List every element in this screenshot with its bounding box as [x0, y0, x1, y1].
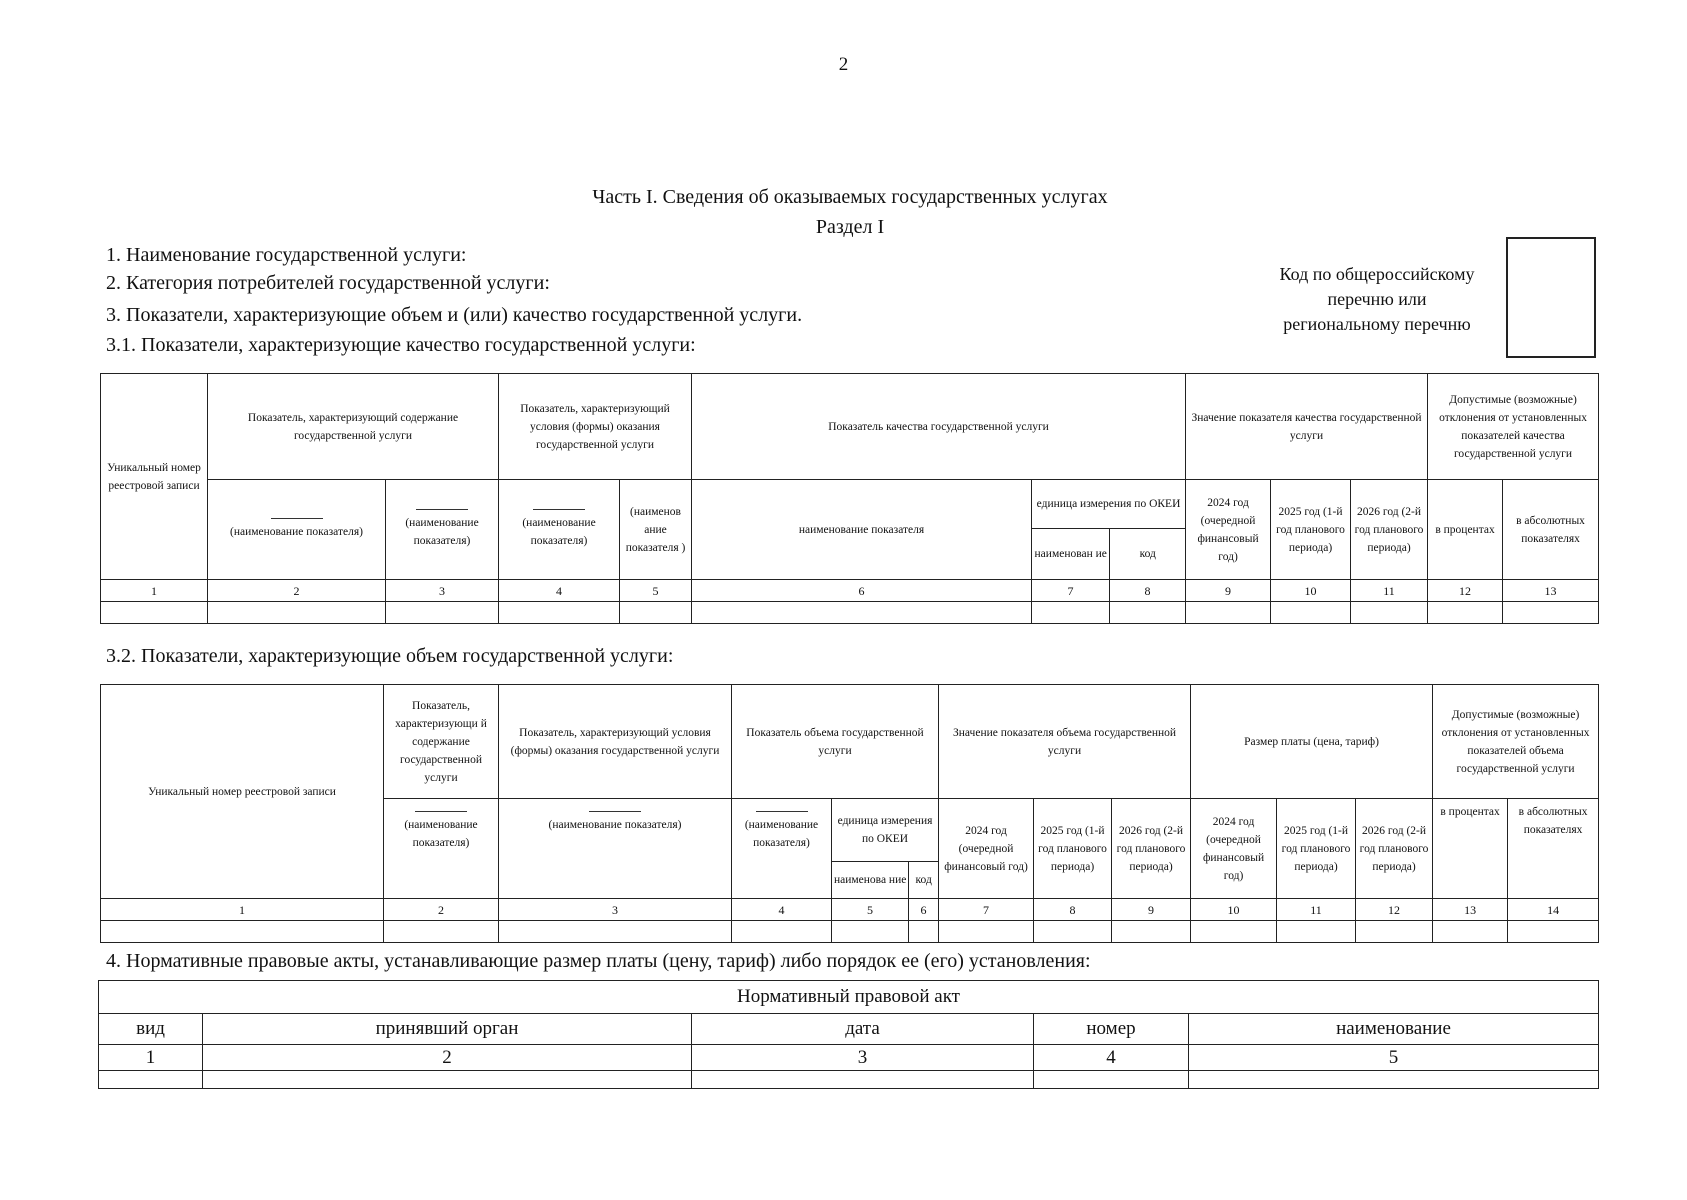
column-header: номер	[1034, 1014, 1189, 1045]
table-cell[interactable]	[1433, 921, 1508, 943]
table-cell[interactable]	[620, 602, 692, 624]
year-2025-header: 2025 год (1-й год планового периода)	[1271, 480, 1351, 580]
part-title: Часть I. Сведения об оказываемых государственных услугах	[592, 186, 1108, 208]
column-number: 11	[1351, 580, 1428, 602]
table-cell[interactable]	[909, 921, 939, 943]
item-service-name: 1. Наименование государственной услуги:	[106, 244, 467, 266]
fee-header: Размер платы (цена, тариф)	[1191, 685, 1433, 799]
column-number: 3	[386, 580, 499, 602]
indicator-name-cell: (наименование показателя)	[499, 480, 620, 580]
content-indicator-header: Показатель, характеризующий содержание государственной услуги	[208, 374, 499, 480]
column-number: 2	[203, 1045, 692, 1071]
year-2026-header: 2026 год (2-й год планового периода)	[1351, 480, 1428, 580]
table-cell[interactable]	[386, 602, 499, 624]
table-row	[101, 602, 1599, 624]
table-cell[interactable]	[499, 602, 620, 624]
year-2024-header: 2024 год (очередной финансовый год)	[1186, 480, 1271, 580]
unique-number-header: Уникальный номер реестровой записи	[101, 374, 208, 580]
quality-table	[100, 373, 1599, 624]
column-number: 4	[732, 899, 832, 921]
column-number: 8	[1034, 899, 1112, 921]
year-2026-header: 2026 год (2-й год планового периода)	[1112, 799, 1191, 899]
unit-okei-cell	[832, 799, 939, 899]
column-number: 5	[1189, 1045, 1599, 1071]
column-header: вид	[99, 1014, 203, 1045]
column-number: 4	[499, 580, 620, 602]
column-number: 12	[1356, 899, 1433, 921]
absolute-header: в абсолютных показателях	[1503, 480, 1599, 580]
table-row	[101, 921, 1599, 943]
table-cell[interactable]	[1189, 1071, 1599, 1089]
content-indicator-header: Показатель, характеризующи й содержание государственной услуги	[384, 685, 499, 799]
column-number: 2	[384, 899, 499, 921]
indicator-name-cell: (наименование показателя)	[386, 480, 499, 580]
table-cell[interactable]	[1112, 921, 1191, 943]
column-header: принявший орган	[203, 1014, 692, 1045]
table-cell[interactable]	[1034, 1071, 1189, 1089]
indicator-name-cell: (наименование показателя)	[208, 480, 386, 580]
table-cell[interactable]	[101, 921, 384, 943]
fee-year-2024-header: 2024 год (очередной финансовый год)	[1191, 799, 1277, 899]
percent-header: в процентах	[1433, 799, 1508, 899]
column-number: 13	[1503, 580, 1599, 602]
unique-number-header: Уникальный номер реестровой записи	[101, 685, 384, 899]
year-2025-header: 2025 год (1-й год планового периода)	[1034, 799, 1112, 899]
year-2024-header: 2024 год (очередной финансовый год)	[939, 799, 1034, 899]
indicator-name-cell: (наименов ание показателя )	[620, 480, 692, 580]
unit-name-label: наименован ие	[1032, 529, 1110, 579]
column-number: 6	[909, 899, 939, 921]
table-cell[interactable]	[203, 1071, 692, 1089]
item-volume-indicators: 3.2. Показатели, характеризующие объем государственной услуги:	[106, 645, 674, 667]
table-cell[interactable]	[1034, 921, 1112, 943]
table-cell[interactable]	[1186, 602, 1271, 624]
normative-acts-table	[98, 980, 1599, 1089]
table-cell[interactable]	[499, 921, 732, 943]
indicator-name-cell: (наименование показателя)	[732, 799, 832, 899]
table-cell[interactable]	[939, 921, 1034, 943]
indicator-name-cell: (наименование показателя)	[384, 799, 499, 899]
table-cell[interactable]	[1508, 921, 1599, 943]
item-quality-indicators: 3.1. Показатели, характеризующие качество государственной услуги:	[106, 334, 696, 356]
column-number: 5	[620, 580, 692, 602]
unit-okei-label: единица измерения по ОКЕИ	[832, 799, 938, 862]
unit-okei-cell	[1032, 480, 1186, 580]
conditions-indicator-header: Показатель, характеризующий условия (формы) оказания государственной услуги	[499, 685, 732, 799]
table-cell[interactable]	[692, 602, 1032, 624]
table-cell[interactable]	[1032, 602, 1110, 624]
column-number: 9	[1112, 899, 1191, 921]
code-label-line: Код по общероссийскому	[1279, 264, 1475, 284]
indicator-name-cell: (наименование показателя)	[499, 799, 732, 899]
unit-okei-label: единица измерения по ОКЕИ	[1032, 480, 1185, 529]
code-label	[1260, 262, 1494, 337]
column-number: 12	[1428, 580, 1503, 602]
column-number: 3	[692, 1045, 1034, 1071]
unit-code-label: код	[1139, 548, 1156, 560]
table-cell[interactable]	[101, 602, 208, 624]
column-number: 3	[499, 899, 732, 921]
conditions-indicator-header: Показатель, характеризующий условия (формы) оказания государственной услуги	[499, 374, 692, 480]
item-normative-acts: 4. Нормативные правовые акты, устанавливающие размер платы (цену, тариф) либо порядок ее (его) установления:	[106, 950, 1091, 972]
item-consumer-category: 2. Категория потребителей государственной услуги:	[106, 272, 550, 294]
table-cell[interactable]	[208, 602, 386, 624]
fee-year-2026-header: 2026 год (2-й год планового периода)	[1356, 799, 1433, 899]
code-box	[1506, 237, 1596, 358]
column-number: 2	[208, 580, 386, 602]
column-number: 4	[1034, 1045, 1189, 1071]
normative-act-title: Нормативный правовой акт	[99, 981, 1599, 1014]
percent-header: в процентах	[1428, 480, 1503, 580]
section-title: Раздел I	[815, 216, 885, 238]
table-cell[interactable]	[1277, 921, 1356, 943]
column-number: 10	[1271, 580, 1351, 602]
column-number: 10	[1191, 899, 1277, 921]
table-cell[interactable]	[732, 921, 832, 943]
column-header: наименование	[1189, 1014, 1599, 1045]
column-number: 7	[1032, 580, 1110, 602]
table-cell[interactable]	[1191, 921, 1277, 943]
table-cell[interactable]	[832, 921, 909, 943]
page-number: 2	[838, 54, 849, 75]
column-number: 9	[1186, 580, 1271, 602]
column-number: 7	[939, 899, 1034, 921]
unit-name-label: наименова ние	[832, 862, 909, 898]
volume-indicator-header: Показатель объема государственной услуги	[732, 685, 939, 799]
column-number: 5	[832, 899, 909, 921]
table-cell[interactable]	[1356, 921, 1433, 943]
column-number: 11	[1277, 899, 1356, 921]
fee-year-2025-header: 2025 год (1-й год планового периода)	[1277, 799, 1356, 899]
quality-value-header: Значение показателя качества государственной услуги	[1186, 374, 1428, 480]
column-number: 6	[692, 580, 1032, 602]
code-label-line: региональному перечню	[1283, 314, 1471, 334]
deviations-header: Допустимые (возможные) отклонения от установленных показателей объема государственной услуги	[1433, 685, 1599, 799]
quality-indicator-header: Показатель качества государственной услуги	[692, 374, 1186, 480]
table-cell[interactable]	[384, 921, 499, 943]
table-cell[interactable]	[1351, 602, 1428, 624]
column-number: 1	[101, 580, 208, 602]
column-number: 1	[99, 1045, 203, 1071]
table-cell[interactable]	[692, 1071, 1034, 1089]
column-header: дата	[692, 1014, 1034, 1045]
item-indicators: 3. Показатели, характеризующие объем и (или) качество государственной услуги.	[106, 304, 803, 326]
table-cell[interactable]	[99, 1071, 203, 1089]
quality-indicator-name: наименование показателя	[692, 480, 1032, 580]
column-number: 1	[101, 899, 384, 921]
absolute-header: в абсолютных показателях	[1508, 799, 1599, 899]
table-cell[interactable]	[1271, 602, 1351, 624]
column-number: 13	[1433, 899, 1508, 921]
code-label-line: перечню или	[1327, 289, 1427, 309]
table-row	[99, 1071, 1599, 1089]
table-cell[interactable]	[1110, 602, 1186, 624]
column-number: 8	[1110, 580, 1186, 602]
volume-table	[100, 684, 1599, 943]
table-cell[interactable]	[1503, 602, 1599, 624]
column-number: 14	[1508, 899, 1599, 921]
deviations-header: Допустимые (возможные) отклонения от установленных показателей качества государственной услуги	[1428, 374, 1599, 480]
unit-code-label: код	[915, 874, 932, 886]
volume-value-header: Значение показателя объема государственной услуги	[939, 685, 1191, 799]
table-cell[interactable]	[1428, 602, 1503, 624]
